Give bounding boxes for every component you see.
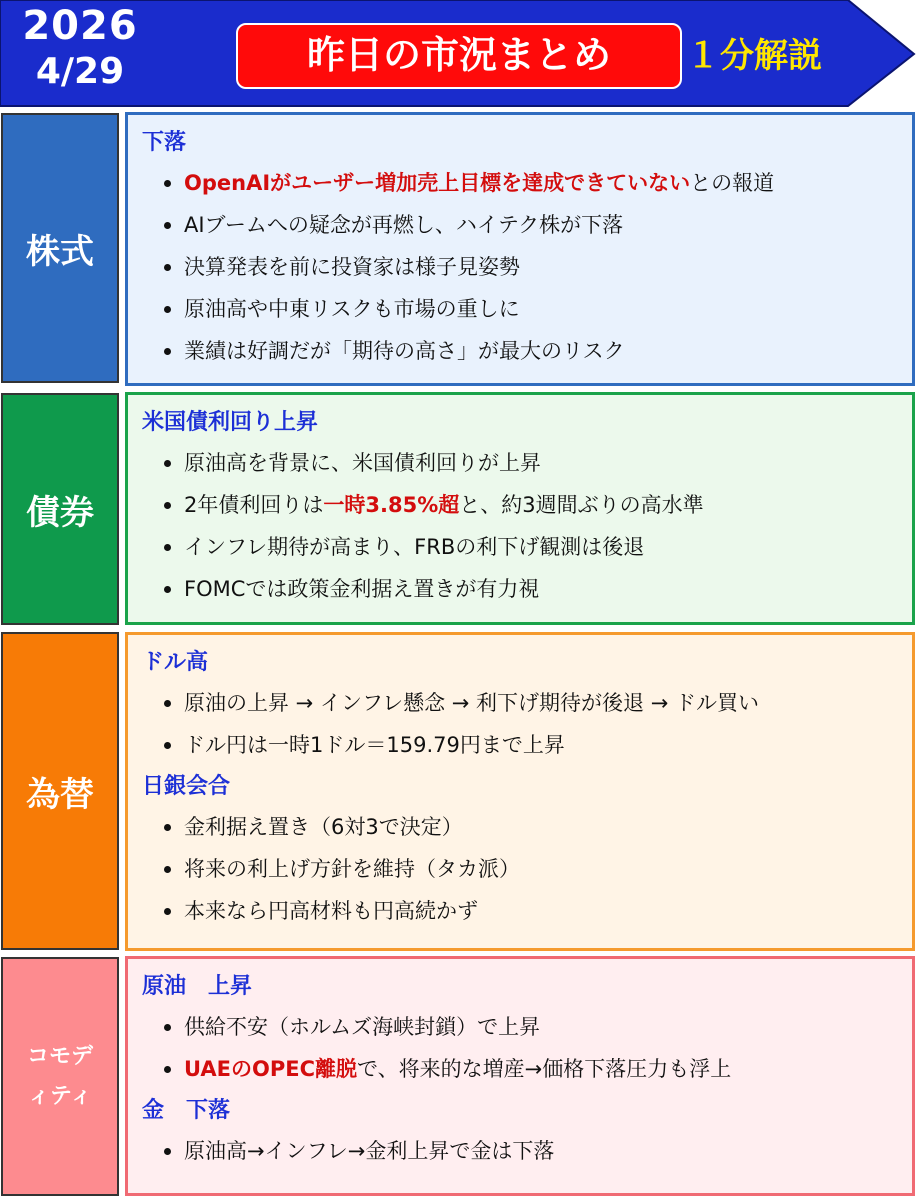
highlight-text: UAEのOPEC離脱: [184, 1057, 358, 1081]
section-content-commodity: [125, 956, 915, 1196]
header-year: 2026: [22, 3, 138, 49]
item-text: と、約3週間ぶりの高水準: [459, 493, 704, 517]
page-title: 昨日の市況まとめ: [236, 23, 682, 89]
header-banner: [0, 0, 916, 108]
bullet-list: [142, 169, 912, 365]
item-text: 2年債利回りは: [184, 493, 324, 517]
list-item: 本来なら円高材料も円高続かず: [162, 897, 912, 925]
item-text: との報道: [690, 171, 775, 195]
section-label-text: 債券: [26, 492, 94, 533]
header-date: 4/29: [35, 51, 125, 92]
section-heading: ドル高: [142, 650, 209, 675]
list-item: 原油高や中東リスクも市場の重しに: [162, 295, 912, 323]
section-label-text: 株式: [26, 231, 94, 272]
section-heading: 金 下落: [142, 1098, 231, 1123]
section-content-stocks: [125, 112, 915, 386]
section-label-fx: [1, 632, 119, 950]
section-label-bonds: [1, 393, 119, 625]
bullet-list: [142, 1137, 912, 1165]
list-item: AIブームへの疑念が再燃し、ハイテク株が下落: [162, 211, 912, 239]
section-heading: 日銀会合: [142, 774, 231, 799]
bullet-list: [142, 813, 912, 925]
list-item: FOMCでは政策金利据え置きが有力視: [162, 575, 912, 603]
section-content-bonds: [125, 392, 915, 625]
list-item: インフレ期待が高まり、FRBの利下げ観測は後退: [162, 533, 912, 561]
section-heading: 下落: [142, 130, 187, 155]
section-content-fx: [125, 632, 915, 951]
section-heading: 原油 上昇: [142, 974, 253, 999]
list-item: 業績は好調だが「期待の高さ」が最大のリスク: [162, 337, 912, 365]
date-block: [0, 3, 160, 92]
section-label-commodity: [1, 957, 119, 1196]
list-item: [162, 1055, 912, 1083]
list-item: [162, 491, 912, 519]
highlight-text: 一時3.85%超: [323, 493, 460, 517]
section-heading: 米国債利回り上昇: [142, 410, 319, 435]
section-label-text: コモデ: [26, 1043, 93, 1069]
page-subtitle: １分解説: [686, 36, 822, 76]
list-item: 金利据え置き（6対3で決定）: [162, 813, 912, 841]
section-label-text: ィティ: [27, 1083, 93, 1109]
list-item: 決算発表を前に投資家は様子見姿勢: [162, 253, 912, 281]
item-text: で、将来的な増産→価格下落圧力も浮上: [357, 1057, 732, 1081]
list-item: 原油高→インフレ→金利上昇で金は下落: [162, 1137, 912, 1165]
bullet-list: [142, 449, 912, 603]
list-item: 原油の上昇 → インフレ懸念 → 利下げ期待が後退 → ドル買い: [162, 689, 912, 717]
section-label-text: 為替: [26, 774, 94, 815]
bullet-list: [142, 1013, 912, 1083]
list-item: ドル円は一時1ドル＝159.79円まで上昇: [162, 731, 912, 759]
highlight-text: OpenAIがユーザー増加売上目標を達成できていない: [184, 171, 691, 195]
section-label-stocks: [1, 113, 119, 383]
list-item: [162, 169, 912, 197]
list-item: 供給不安（ホルムズ海峡封鎖）で上昇: [162, 1013, 912, 1041]
bullet-list: [142, 689, 912, 759]
list-item: 将来の利上げ方針を維持（タカ派）: [162, 855, 912, 883]
list-item: 原油高を背景に、米国債利回りが上昇: [162, 449, 912, 477]
